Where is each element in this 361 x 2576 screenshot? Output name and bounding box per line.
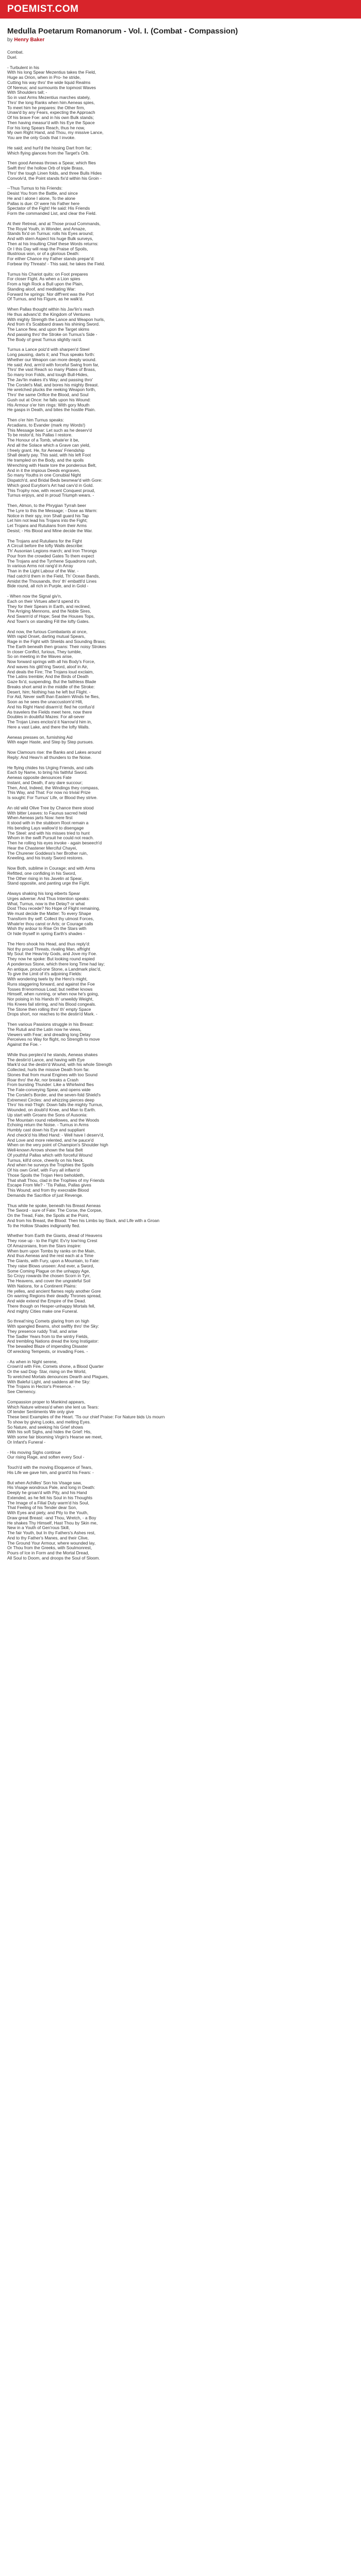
poem-stanza: When Pallas thought within his Jav'lin's reach He thus advanc'd: the Kingdom of Ventures With mighty Strength the Lance and Weapon hurls, And from it's Scabbard draws his shining Sword. The Lance flew, and upon the Target skims And passing thro' the Stroke on Turnus's Side - The Body of great Turnus slightly ras'd. [7,307,105,342]
poem-stanza: While thus perplex'd he stands, Aeneas shakes The destin'd Lance, and having with Eye Mark'd out the destin'd Wound, with his whole Strength Collected, hurls the missive Death from far. Stones that from mural Engines with too Sound Roar thro' the Air, nor breaks a Crash From bursting Thunder: Like a Whirlwind flies The Fate-conveying Spear, and opens wide The Corslet's Border, and the seven-fold Shield's Extremest Circles: and whizzing pierces deep Thro' his mid-Thigh: Down falls the mighty Turnus, Wounded, on doubl'd Knee, and Man to Earth. Up start with Groans the Sons of Ausonia: The Mountain round rebellowes, and the Woods Echoing return the Noise. - Turnus in Arms Humbly cast down his Eye and suppliant And check'd his lifted Hand: - Well have I deserv'd, And Love and more relented, and he pauce'd When on the very point of Champion's Shoulder high Well-known Arrows shown the fatal Belt Of youthful Pallas which with forceful Wound Turnus, kill'd once, cheerily on his Neck. And when he surveys the Trophies the Spoils Of his own Grief, with Fury all inflam'd Those Spoils the Trojan Hero beholdeth, That shalt Thou, clad in the Trophies of my Friends Escape From Me? - 'Tis Pallas, Pallas gives This Wound; and from thy execrable Blood Demands the Sacrifice of just Revenge. [7,1052,112,1198]
poem-container [0,19,361,1561]
poem-stanza: The Trojans and Rutulians for the Fight A Circuit before the lofty Walls describe: Th' Ausonian Legions march; and Iron Throngs Pour from the crowded Gates To them expect The Trojans and the Tyrrhene Squadrons rush, In various Arms not rang'd in Array Than in the Light Labour of the War. - Had catch'd them in the Field, Th' Ocean Bands, Amidst the Thousands, thro' th' embattl'd Lines Bide round, all rich in Purple, and in Gold - [7,538,100,589]
poem-stanza: Now Both, sublime in Courage; and with Arms Refitted, one confiding in his Sword, The Other rising in his Javelin at Spear, Stand opposite, and panting urge the Fight. [7,866,95,886]
poem-stanza: Whether from Earth the Giants, dread of Heavens They rose up - to the Fight: Ev'ry tow'ring Crest Of Amazonians, from the Stars inspire: When burn upon Tombs by ranks on the Main, And thus Aeneas and the rest each at a Time The Giants, with Fury, upon a Mountain, to Fate: They raise Blows unseen: And ever, a Sword, Some Coming Plague on the unhappy Age, So Croyy rowards the chosen Scorn in Tyrr, The Heavens, and cover the ungrateful Soil With Nations, for a Continent Plains: He yelles, and ancient flames reply another Gore On warring Regions their deadly Thrones spread, And wide extend the Empire of the Dead. There though on Hesper-unhappy Mortals fell, And mighty Cities make one Funeral. [7,1233,103,1314]
poem-stanza: Always shaking his long eiberts Spear Urges adverse: And Thus Intention speaks: What, Turnus, now is the Delay? or what Dost Thou recede? No Hope of Flight remaining, We must decide the Matter: To every Shape Transform thy self: Collect thy utmost Forces, Whate'er thou canst or Arts; or Courage calls Wish thy ardour to Rise On the Stars with Or hide thyself in spring Earth's shades - [7,891,101,936]
poem-byline [7,37,354,43]
poem-stanza: --Thus Turnus to his Friends: Desist You from the Battle, and since He and I alone I alone, To the alone Pallas is due: O! were his Father here Spectator of the Fight! He said: His Friends Form the commanded List, and clear the Field. [7,185,97,216]
poem-stanza: Then good Aeneas throws a Spear, which flies Swift thro' the hollow Orb of triple Brass, Thro' the tough Linen folds, and three Bulls Hides Convolv'd, the Point stands fix'd within his Groin - [7,160,102,181]
poem-stanza: Aeneas presses on, furnishing Aid With eager Haste, and Step by Step pursues. [7,734,94,745]
poem-stanza: Then various Passions struggle in his Breast: The Rutuli and the Latin now he views, Viewers with Fear; and dreading long Delay Perceives no Way for flight, no Strength to move Against the Foe. - [7,1022,100,1047]
author-link[interactable]: Henry Baker [14,37,45,43]
by-label: by [7,37,13,43]
poem-stanza: Then, Almon, to the Phrygian Tyrrah beer The Lyre to this the Message; - Dose as Warm: Notice in their spy, iron Shall guard his Tap Let him not lead his Trojans into the Fight; Let Trojans and Rutulians from their Arms Desist; - His Blood and Mine decide the War. [7,503,97,533]
poem-stanza: Touch'd with the moving Eloquence of Tears, His Life we gave him, and grant'd his Fears: - [7,1465,94,1475]
poem-stanza: Turnus a Lance poiz'd with sharpen'd Steel Long pausing, darts it; and Thus speaks forth: Whether our Weapon can more deeply wound. He said: And, arm'd with forceful Swing from far, Thro' the vast Reach so many Plates of Brass, So many Iron Folds, and tough Bull-Hides, The Jav'lin makes it's Way; and passing thro' The Corslet's Mail, and bores his mighty Breast. He wretched plucks the reeking Weapon forth, Thro' the same Orifice the Blood, and Soul Gush out at Once: he falls upon his Wound: His Armour o'er him rings: With gory Mouth He gasps in Death, and bites the hostile Plain. [7,347,100,413]
poem-stanza: And now, the furious Combatants at once, With rapid Onset, darting mutual Spears, Rage in the Fight with Shields and Sounding Brass; The Earth beneath then groans: Their noisy Strokes In closer Conflict, furious, They tumble, So on meeting in the Waves arise, Now forward springs with all his Body's Force, And waves his glitt'ring Sword, aloof in Air, And deals the Fire; The Trojans loud exclaim, The Latins tremble; And the Birds of Death Gaze fix'd, suspending. But the faithless Blade Breaks short amid in the middle of the Stroke: Desert, him; Nothing has he left but Flight. - For Aid, Never swift than Eastern Winds he flies, Soon as he sees the unaccustom'd Hilt, And his Right Hand disarm'd: fled he confus'd As travelers the Fields meet here, now there Doubles in doubtful Mazes: For all-sever The Trojan Lines enclos'd it Narrow'd him in, Here a vast Lake, and there the lofty Walls. [7,629,107,730]
poem-stanza: Turnus his Chariot quits: on Foot prepares For closer Fight. As when a Lion spies From a high Rock a Bull upon the Plain, Standing aloof, and meditating War: Forward he springs: Nor diff'rent was the Port Of Turnus, and his Figure, as he walk'd. [7,271,94,302]
poem-stanza: Compassion proper to Mankind appears, Which Nature witness'd when she lent us Tears: Of tender Sentiments We only give These best Examples of the Heart. 'Tis our chief Praise: For Nature bids Us mourn To show by giving Looks, and melting Eyes. So Nature, and seeking his Grief shows With his soft Sighs, and hides the Grief: His, With some fair blooming Virgin's Hearse we meet, Or Infant's Funeral - [7,1399,165,1445]
poem-stanza: He said; and hurl'd the hissing Dart from far; Which flying glances from the Target's Orb. [7,145,92,156]
poem-stanza: Then o'er him Turnus speaks: Arcadians, to Evander (mark my Words!) This Message bear: Let such as he deserv'd To be restor'd, his Pallas I restore. The Honour of a Tomb, whate'er it be, And all the Solace which a Grave can yield, I freely grant. He, for Aeneas' Friendship Shall dearly pay. This said, with his left Foot He trampled on the Body, and the spoils Wrenching with Haste tore the ponderous Belt, And in it the impious Deeds engraven, So many Youths in one Conubial Night Dispatch'd, and Bridal Beds besmear'd with Gore: Which good Eurytion's Art had carv'd in Gold. This Trophy now, with recent Conquest proud, Turnus enjoys, and in proud Triumph wears. - [7,417,103,498]
poem-stanza: The Hero shook his Head, and thus reply'd: Not thy proud Threats, rivaling Man, affright My Soul: the Heav'nly Gods, and Jove my Foe. They now he spoke: But looking round espied A ponderous Stone, which there long Time had lay; An antique, proud-one Stone, a Landmark plac'd, To give the Limit of it's adjoining Fields: With wondering twelv by the Hero's might, Runs staggering forward, and against the Foe Tosses th'enormous Load; but neither knows Himself, when running, or when now he's going, Nor poising in his Hands th' unweildy Weight, His Knees fail stirring, and his Blood congeals. The Stone then rolling thro' th' empty Space Drops short, nor reaches to the destin'd Mark. - [7,941,105,1017]
poem-stanza: Combat. Duel. [7,49,24,60]
poem-stanza: So threat'ning Comets glaring from on high With spangled Beams, shot swiftly thro' the Sky: They presence ruddy Trail, and arise The Sadler Years from to the wintry Fields, And trembling Nations dread the long Instigator: The bewailed Blaze of impending Disaster Of wrecking Tempests, or invading Foes. - [7,1318,100,1354]
poem-stanza: - When now the Signal giv'n, Each on their Virtues alter'd spend it's They for their Spears in Earth, and reclined, The Arriging Mennons, and the Noble Sires, And Swarm'd of Hope; Seal the Houses Tops, And Town's on standing Fill the lofty Gates. [7,594,95,624]
site-logo[interactable]: POEMIST.COM [7,4,79,14]
poem-stanza: At their Retreat, and at Those proud Commands, The Royal Youth, in Wonder, and Amaze, Stands fix'd on Turnus: rolls his Eyes around; And with stern Aspect his huge Bulk surveys, Then at his Insulting Chief these Words returns: Or I this Day will reap the Praise of Spoils, Illustrious won, or of a glorious Death: For either Chance my Father stands prepar'd: Forbear thy Threats! - This said, he takes the Field. [7,221,105,266]
poem-stanza: - Turbulent in his With his long Spear Mezentius takes the Field, Huge as Orion, when in Pro- he stride, Cutting his way thro' the wide liquid Realms Of Nereus; and surmounts the topmost Waves With Shoulders tall; - So in vast Arms Mezentius marches stately, Thro' the long Ranks when him Aeneas spies, To meet him he prepares: the Other firm, Unaw'd by any Fears, expecting the Approach Of his brave Foe: and in his own Bulk stands; Then having measur'd with his Eye the Space For his long Spears Reach, thus he now, My own Right Hand, and Thou, my missive Lance, You are the only Gods that I invoke. [7,64,104,140]
poem-stanza: An old wild Olive Tree by Chance there stood With bitter Leaves: to Faunus sacred held When Aeneas jarts Now: here first It stood with in the stubborn Root remain a His bending Lays wallow'd to disengage The Steel: and with his misses tried to hunt Whom in the swift Pursuit he could not reach. Then he rolling his eyes invoke - again beseech'd Hear the Chastener Merciful Chayei, The Churener Goddess's her Brother ruin, Kneeling, and his trusty Sword restores. [7,805,102,861]
poem-stanza: Now Clamours rise: the Banks and Lakes around Reply: And Heav'n all thunders to the Noise. [7,750,102,760]
poem-stanza: But when Achilles' Son his Visage saw, His Visage wondrous Pale, and long in Death: Deeply he groan'd with Pity, and his Hand Extended, as he felt his Soul in his Thoughts The Image of a Filial Duty warm'd his Soul, That Feeling of his Tender dear Son, With Eyes and piety, and Pity to the Youth, Draw great Breast: -and Thou, Wretch, - a Boy He shakes Thy Himself, Hast Thou by Skin me, New in a Youth of Gen'rous Skill, The fair Youth, but In thy Fathers's Ashes rest, And to thy Father's Manes, and their Clive, The Ground Your Armour, where wounded lay, Or Thou from the Greeks, with Soulmonrest, Pours of Ice in Form and the Mortal Dread, All Soul to Doom, and droops the Soul of Sloom. [7,1480,100,1561]
poem-stanza: Thus while he spoke, beneath his Breast Aeneas The Sword - sure of Fate: The Corse, the Corpse, On the Tread, Fate, the Spoils at the Point, And from his Breast, the Blood: Then his Limbs lay Slack, and Life with a Groan To the Hollow Shades indignantly fled. [7,1202,159,1228]
poem-title: Medulla Poetarum Romanorum - Vol. I. (Combat - Compassion) [7,27,238,36]
poem-stanza: - As when in Night serene, Crown'd with Fire, Comets shone, a Blood Quarter Or the sad Dog- Star, rising on the World, To wretched Mortals denounces Dearth and Plagues, With Baleful Light, and saddens all the Sky: The Trojans in Hector's Presence. - See Clemency. [7,1359,109,1394]
site-header [0,0,361,19]
poem-stanza: - His moving Sighs continue Our rising Rage, and soften every Soul - [7,1449,85,1460]
poem-body [7,50,354,1561]
poem-stanza: He flying chides his Urging Friends, and calls Each by Name, to bring his faithful Sword. Aeneas opposite denounces Fate Instant, and Death, if any dare succour; Then, And, Indeed, the Windings they compass, This Way, and That: For now no trivial Prize Is sought: For Turnus' Life, or Blood they strive. [7,765,99,800]
